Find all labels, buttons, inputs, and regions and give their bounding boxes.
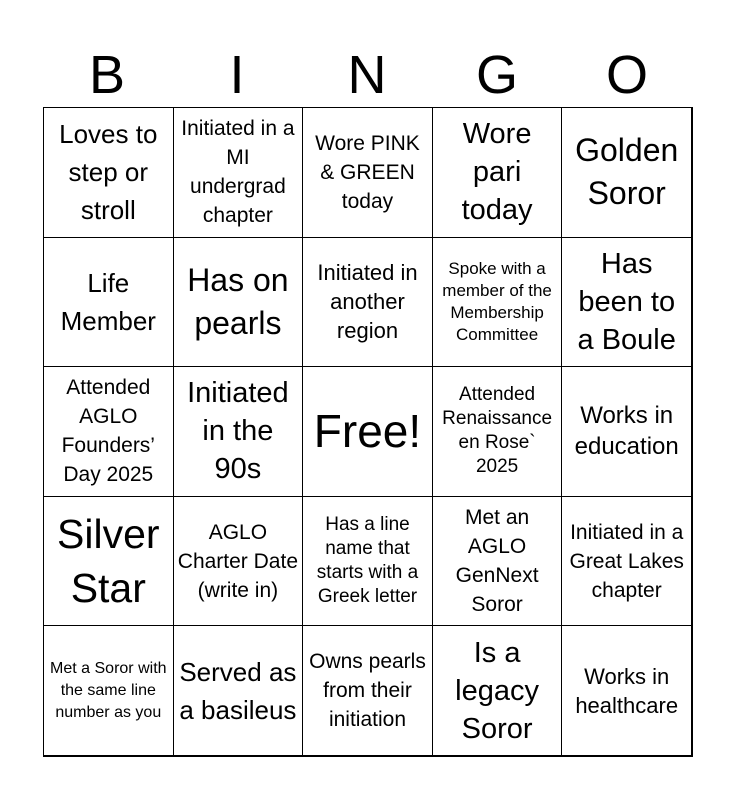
- bingo-cell[interactable]: [173, 625, 304, 756]
- cell-text: Wore PINK & GREEN today: [315, 131, 420, 213]
- bingo-cell[interactable]: [432, 237, 563, 368]
- cell-text: Owns pearls from their initiation: [309, 650, 426, 732]
- header-letter-b: B: [88, 45, 128, 105]
- bingo-cell[interactable]: [432, 366, 563, 497]
- bingo-cell[interactable]: [173, 237, 304, 368]
- cell-text: Wore pari today: [461, 118, 533, 227]
- cell-text: Initiated in another region: [317, 260, 418, 344]
- bingo-cell[interactable]: [432, 625, 563, 756]
- header-letter-o: O: [605, 45, 650, 105]
- bingo-header: [43, 44, 693, 106]
- cell-text: Life Member: [60, 267, 156, 336]
- bingo-cell[interactable]: [302, 625, 433, 756]
- bingo-cell[interactable]: [302, 237, 433, 368]
- bingo-cell[interactable]: [561, 625, 692, 756]
- cell-text: Golden Soror: [575, 132, 679, 212]
- bingo-cell[interactable]: [43, 496, 174, 627]
- cell-text: Has a line name that starts with a Greek letter: [316, 514, 419, 608]
- header-letter-n: N: [347, 45, 389, 105]
- cell-text: Attended AGLO Founders’ Day 2025: [61, 376, 155, 487]
- bingo-cell[interactable]: [561, 237, 692, 368]
- cell-text: Works in healthcare: [575, 663, 679, 718]
- free-space-text: Free!: [313, 405, 422, 458]
- cell-text: Silver Star: [57, 511, 160, 612]
- bingo-cell[interactable]: [173, 107, 304, 238]
- bingo-cell[interactable]: [43, 237, 174, 368]
- cell-text: Initiated in the 90s: [187, 377, 289, 486]
- cell-text: Has been to a Boule: [577, 247, 676, 356]
- bingo-cell[interactable]: [561, 107, 692, 238]
- cell-text: Has on pearls: [187, 261, 289, 341]
- bingo-cell[interactable]: [561, 496, 692, 627]
- bingo-cell[interactable]: [43, 107, 174, 238]
- cell-text: Works in education: [574, 402, 679, 461]
- bingo-cell[interactable]: [432, 496, 563, 627]
- cell-text: Initiated in a MI undergrad chapter: [181, 117, 295, 228]
- bingo-cell[interactable]: [302, 496, 433, 627]
- cell-text: Initiated in a Great Lakes chapter: [569, 520, 684, 602]
- cell-text: Spoke with a member of the Membership Committee: [442, 258, 552, 344]
- cell-text: Loves to step or stroll: [59, 119, 158, 226]
- cell-text: Is a legacy Soror: [455, 636, 539, 745]
- header-letter-i: I: [229, 45, 247, 105]
- bingo-cell[interactable]: [173, 496, 304, 627]
- bingo-cell[interactable]: [302, 107, 433, 238]
- bingo-cell[interactable]: [173, 366, 304, 497]
- header-letter-g: G: [475, 45, 520, 105]
- cell-text: Served as a basileus: [179, 656, 297, 725]
- bingo-cell[interactable]: [432, 107, 563, 238]
- cell-text: Met a Soror with the same line number as you: [50, 659, 167, 721]
- bingo-cell[interactable]: [561, 366, 692, 497]
- bingo-card-grid: [43, 107, 693, 757]
- cell-text: AGLO Charter Date (write in): [177, 520, 298, 602]
- bingo-cell[interactable]: [43, 366, 174, 497]
- free-space-cell[interactable]: [302, 366, 433, 497]
- cell-text: Met an AGLO GenNext Soror: [455, 506, 539, 617]
- cell-text: Attended Renaissance en Rose` 2025: [442, 384, 553, 478]
- bingo-cell[interactable]: [43, 625, 174, 756]
